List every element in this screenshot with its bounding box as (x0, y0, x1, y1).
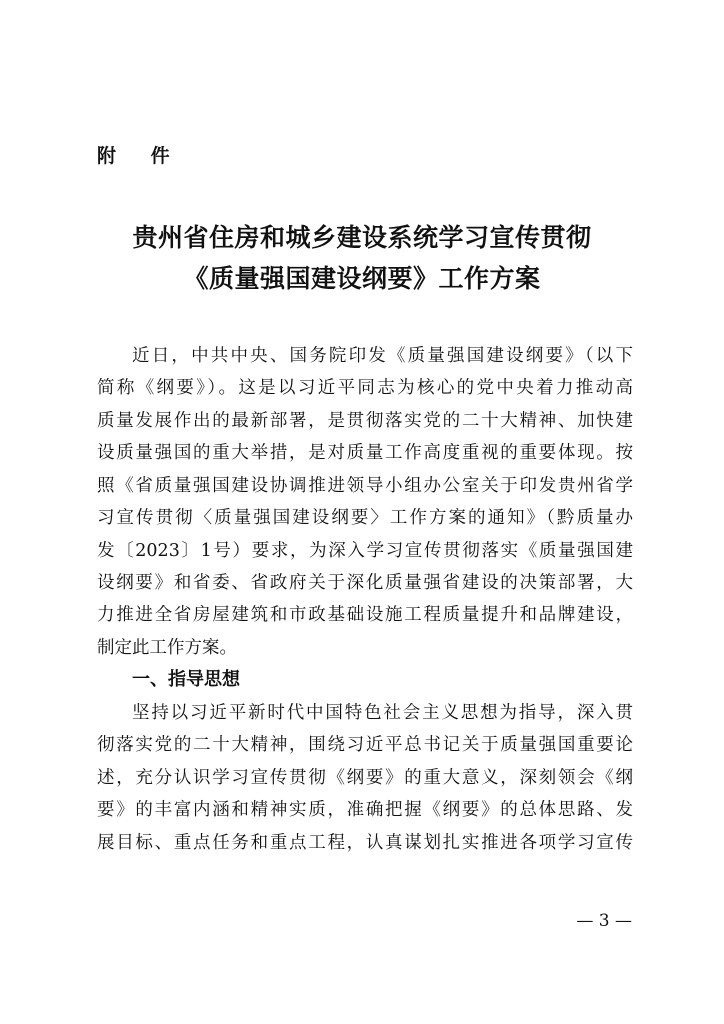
paragraph-1-line: 发〔2023〕1号）要求，为深入学习宣传贯彻落实《质量强国建 (97, 541, 633, 561)
document-title-line-1: 贵州省住房和城乡建设系统学习宣传贯彻 (132, 223, 592, 252)
paragraph-1-line: 质量发展作出的最新部署，是贯彻落实党的二十大精神、加快建 (97, 411, 633, 431)
paragraph-2-line: 展目标、重点任务和重点工程，认真谋划扎实推进各项学习宣传 (97, 833, 633, 853)
page-number: — 3 — (576, 911, 632, 931)
section-heading-guiding-ideology: 一、指导思想 (132, 669, 240, 690)
paragraph-2-line: 坚持以习近平新时代中国特色社会主义思想为指导，深入贯 (132, 703, 633, 723)
paragraph-2-line: 彻落实党的二十大精神，围绕习近平总书记关于质量强国重要论 (97, 735, 633, 755)
paragraph-1-line: 设质量强国的重大举措，是对质量工作高度重视的重要体现。按 (97, 443, 633, 463)
paragraph-1-line: 力推进全省房屋建筑和市政基础设施工程质量提升和品牌建设， (97, 605, 633, 625)
paragraph-1-line: 习宣传贯彻〈质量强国建设纲要〉工作方案的通知》（黔质量办 (97, 508, 633, 528)
attachment-label: 附 件 (97, 145, 184, 167)
paragraph-1-line: 设纲要》和省委、省政府关于深化质量强省建设的决策部署，大 (97, 573, 633, 593)
paragraph-2-line: 要》的丰富内涵和精神实质，准确把握《纲要》的总体思路、发 (97, 800, 633, 820)
paragraph-1-line: 近日，中共中央、国务院印发《质量强国建设纲要》（以下 (132, 346, 633, 366)
paragraph-1-line: 简称《纲要》）。这是以习近平同志为核心的党中央着力推动高 (97, 378, 633, 398)
paragraph-2-line: 述，充分认识学习宣传贯彻《纲要》的重大意义，深刻领会《纲 (97, 768, 633, 788)
paragraph-1-line: 制定此工作方案。 (97, 638, 237, 658)
document-title-line-2: 《质量强国建设纲要》工作方案 (183, 264, 541, 293)
paragraph-1-line: 照《省质量强国建设协调推进领导小组办公室关于印发贵州省学 (97, 476, 633, 496)
